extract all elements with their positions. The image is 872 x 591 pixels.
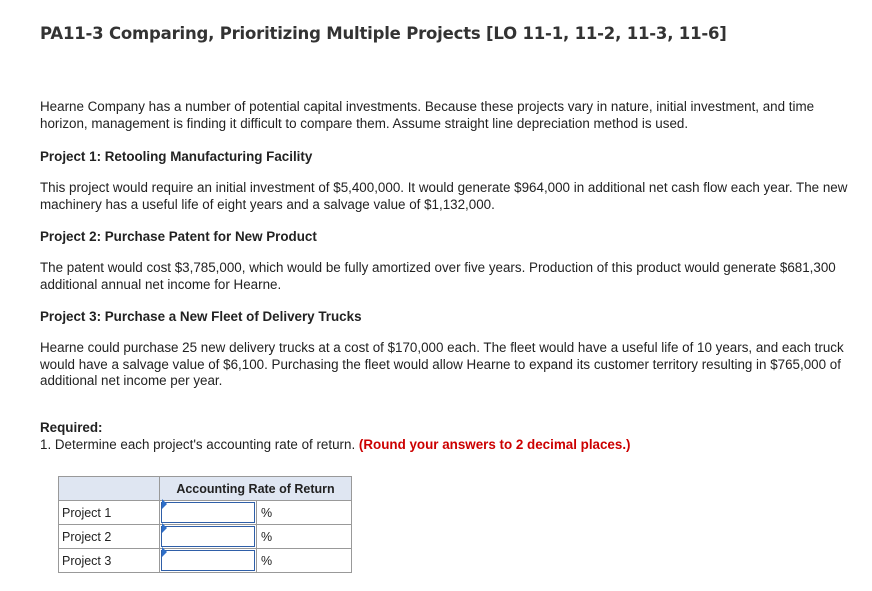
table-row (59, 549, 352, 573)
project1-description: This project would require an initial investment of $5,400,000. It would generate $964,000 in additional net cash flow each year. The new machinery has a useful life of eight years and a salvage value of $1,132,000. (40, 180, 848, 212)
table-row (59, 501, 352, 525)
project3-description: Hearne could purchase 25 new delivery trucks at a cost of $170,000 each. The fleet would have a useful life of 10 years, and each truck would have a salvage value of $6,100. Purchasing the fleet would allow Hearne to expand its customer territory resulting in $765,000 of additional net income per year. (40, 340, 844, 388)
project2-description: The patent would cost $3,785,000, which would be fully amortized over five years. Production of this product would generate $681,300 additional annual net income for Hearne. (40, 260, 836, 292)
table-corner-cell (59, 477, 160, 501)
rounding-instruction: (Round your answers to 2 decimal places.) (358, 437, 631, 452)
page-title: PA11-3 Comparing, Prioritizing Multiple Projects [LO 11-1, 11-2, 11-3, 11-6] (40, 24, 727, 43)
project2-heading: Project 2: Purchase Patent for New Product (40, 229, 317, 244)
required-text: 1. Determine each project's accounting rate of return. (40, 437, 356, 452)
project3-arr-input[interactable] (161, 550, 255, 571)
project2-row-label: Project 2 (59, 525, 160, 549)
intro-paragraph: Hearne Company has a number of potential capital investments. Because these projects vary in nature, initial investment, and time horizon, management is finding it difficult to compare them. Assume straight line depreciation method is used. (40, 99, 815, 131)
table-header-row (59, 477, 352, 501)
project1-arr-input[interactable] (161, 502, 255, 523)
required-label: Required: (40, 420, 103, 435)
required-item (40, 437, 860, 454)
project3-row-label: Project 3 (59, 549, 160, 573)
project2-arr-input[interactable] (161, 526, 255, 547)
project1-row-label: Project 1 (59, 501, 160, 525)
percent-unit: % (256, 501, 351, 524)
table-row (59, 525, 352, 549)
project1-heading: Project 1: Retooling Manufacturing Facility (40, 149, 313, 164)
project3-heading: Project 3: Purchase a New Fleet of Delivery Trucks (40, 309, 362, 324)
percent-unit: % (256, 525, 351, 548)
arr-table (58, 476, 352, 573)
percent-unit: % (256, 549, 351, 572)
arr-column-header: Accounting Rate of Return (160, 477, 352, 501)
